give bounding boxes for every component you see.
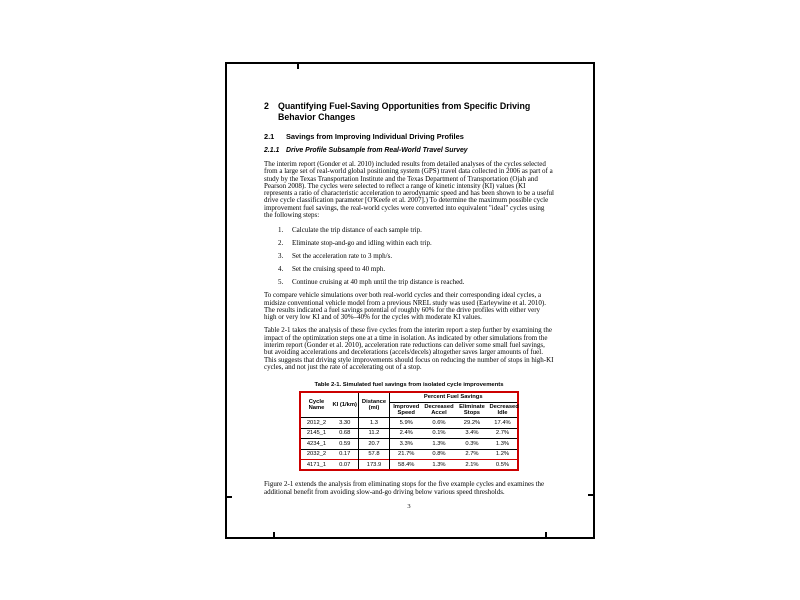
page-content	[227, 64, 593, 510]
cell-cycle-name: 2012_2	[306, 419, 327, 426]
list-item-number: 5.	[278, 277, 284, 286]
ideal-cycle-steps-list	[264, 227, 554, 286]
cell-ki: 0.59	[331, 439, 358, 450]
subsubsection-number: 2.1.1	[264, 147, 280, 154]
paragraph-figure-intro: Figure 2-1 extends the analysis from eliminating stops for the five example cycles and examines the additional benefit from avoiding slow-and-go driving below various speed thresholds.	[264, 480, 545, 496]
cell-decreased-idle: 2.7%	[488, 428, 517, 439]
table-row	[300, 460, 517, 471]
cell-cycle-name: 2145_1	[300, 428, 331, 439]
cell-improved-speed: 5.9%	[399, 419, 413, 426]
section-heading	[264, 101, 554, 123]
list-item	[278, 240, 554, 247]
cell-improved-speed: 3.3%	[389, 439, 422, 450]
cell-decreased-accel: 0.6%	[432, 419, 446, 426]
cell-decreased-accel: 1.3%	[422, 439, 455, 450]
list-item-number: 4.	[278, 265, 284, 274]
list-item	[278, 266, 554, 273]
cell-ki: 3.30	[331, 418, 358, 429]
cell-decreased-idle: 1.3%	[488, 439, 517, 450]
paragraph-simulation-results: To compare vehicle simulations over both real-world cycles and their corresponding ideal cycles, a midsize conventional vehicle model from a previous NREL study was used (Earleywine et al. 2010). The results indicated a fuel savings potential of roughly 60% for the drive profiles with either very high or very low KI and of 30%–40% for the cycles with moderate KI values.	[264, 291, 546, 322]
cell-distance: 57.8	[358, 449, 389, 460]
cell-cycle-name: 4234_1	[300, 439, 331, 450]
col-header-decreased-idle: Decreased Idle	[489, 403, 519, 417]
section-number: 2	[264, 101, 269, 111]
cell-eliminate-stops: 0.3%	[455, 439, 488, 450]
cell-decreased-idle: 0.5%	[488, 460, 517, 471]
list-item-text: Set the acceleration rate to 3 mph/s.	[292, 252, 393, 261]
cell-decreased-idle: 1.2%	[488, 449, 517, 460]
col-header-eliminate-stops: Eliminate Stops	[455, 402, 488, 418]
col-header-improved-speed: Improved Speed	[389, 402, 422, 418]
list-item-number: 2.	[278, 239, 284, 248]
section-title: Quantifying Fuel-Saving Opportunities from Specific Driving Behavior Changes	[278, 101, 531, 122]
cell-decreased-accel: 0.8%	[422, 449, 455, 460]
list-item-text: Eliminate stop-and-go and idling within each trip.	[292, 239, 432, 248]
cell-distance: 173.9	[358, 460, 389, 471]
col-header-decreased-accel: Decreased Accel	[424, 403, 454, 417]
cell-eliminate-stops: 3.4%	[455, 428, 488, 439]
cell-decreased-accel: 1.3%	[422, 460, 455, 471]
col-group-header-percent-fuel-savings: Percent Fuel Savings	[389, 392, 517, 402]
table-row	[300, 418, 517, 429]
cell-improved-speed: 2.4%	[389, 428, 422, 439]
crop-mark	[273, 532, 275, 538]
list-item	[278, 279, 554, 286]
fuel-savings-table	[299, 391, 518, 471]
subsection-title: Savings from Improving Individual Driving Profiles	[286, 132, 464, 141]
cell-improved-speed: 21.7%	[389, 449, 422, 460]
table-caption: Table 2-1. Simulated fuel savings from isolated cycle improvements	[314, 382, 504, 389]
cell-ki: 0.07	[331, 460, 358, 471]
col-header-cycle-name: Cycle Name	[300, 392, 331, 418]
cell-eliminate-stops: 29.2%	[463, 419, 481, 426]
cell-improved-speed: 58.4%	[389, 460, 422, 471]
cell-ki: 0.68	[331, 428, 358, 439]
list-item-number: 3.	[278, 252, 284, 261]
cell-cycle-name: 2032_2	[300, 449, 331, 460]
crop-mark	[226, 496, 232, 498]
table-row	[300, 439, 517, 450]
table-row	[300, 428, 517, 439]
list-item-text: Continue cruising at 40 mph until the trip distance is reached.	[292, 277, 465, 286]
col-header-distance: Distance (mi)	[358, 392, 389, 418]
cell-distance: 11.2	[358, 428, 389, 439]
page-number: 3	[407, 503, 411, 511]
paragraph-table-discussion: Table 2-1 takes the analysis of these five cycles from the interim report a step further by examining the impact of the optimization steps one at a time in isolation. As indicated by other simulations from the interim report (Gonder et al. 2010), acceleration rate reductions can deliver some small fuel savings, but avoiding accelerations and decelerations (accels/decels) altogether saves larger amounts of fuel. This suggests that driving style improvements should focus on reducing the number of stops in high-KI cycles, and not just the rate of accelerating out of a stop.	[264, 326, 554, 371]
subsection-number: 2.1	[264, 132, 275, 141]
subsection-heading	[264, 132, 554, 141]
list-item-text: Calculate the trip distance of each sample trip.	[292, 226, 422, 235]
cell-decreased-idle: 17.4%	[494, 419, 511, 426]
table-block	[264, 382, 554, 471]
crop-mark	[588, 494, 594, 496]
crop-mark	[545, 532, 547, 538]
list-item-number: 1.	[278, 226, 284, 235]
report-page	[225, 62, 595, 539]
cell-eliminate-stops: 2.7%	[455, 449, 488, 460]
table-row	[300, 449, 517, 460]
col-header-ki: KI (1/km)	[331, 392, 358, 418]
cell-ki: 0.17	[331, 449, 358, 460]
list-item	[278, 253, 554, 260]
list-item-text: Set the cruising speed to 40 mph.	[292, 265, 386, 274]
paragraph-intro: The interim report (Gonder et al. 2010) included results from detailed analyses of the cycles selected from a large set of real-world global positioning system (GPS) travel data collected in 2006 as part of a study by the Texas Transportation Institute and the Texas Department of Transportation (Ojah and Pearson 2008). The cycles were selected to reflect a range of kinetic intensity (KI) values (KI represents a ratio of characteristic acceleration to aerodynamic speed and has been shown to be a useful drive cycle classification parameter [O'Keefe et al. 2007].) To determine the maximum possible cycle improvement fuel savings, the real-world cycles were converted into equivalent "ideal" cycles using the following steps:	[264, 160, 554, 220]
cell-cycle-name: 4171_1	[300, 460, 331, 471]
cell-distance: 1.3	[358, 418, 389, 429]
cell-decreased-accel: 0.1%	[422, 428, 455, 439]
cell-distance: 20.7	[358, 439, 389, 450]
subsubsection-heading	[264, 147, 554, 155]
cell-eliminate-stops: 2.1%	[455, 460, 488, 471]
subsubsection-title: Drive Profile Subsample from Real-World Travel Survey	[286, 147, 468, 154]
list-item	[278, 227, 554, 234]
crop-mark	[297, 63, 299, 69]
